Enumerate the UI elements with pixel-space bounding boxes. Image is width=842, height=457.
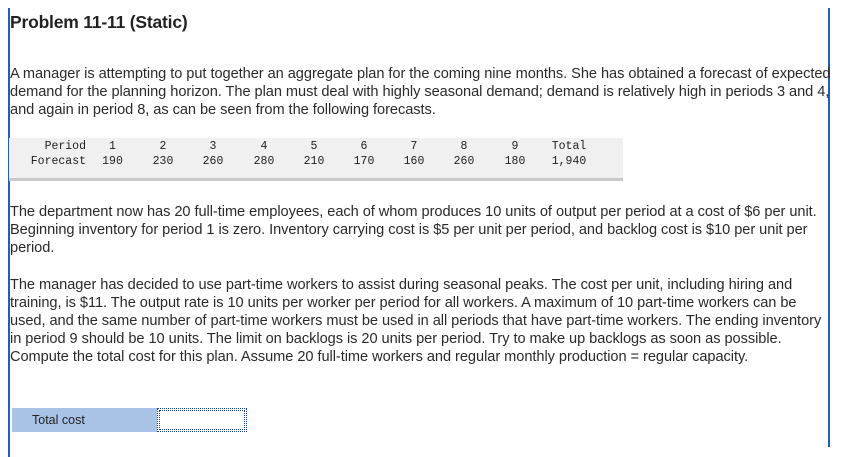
forecast-cell: 160 (403, 155, 425, 168)
period-cell: 9 (511, 140, 519, 153)
forecast-cell: 260 (453, 155, 475, 168)
forecast-cell: 210 (303, 155, 325, 168)
part-time-paragraph: The manager has decided to use part-time workers to assist during seasonal peaks. The cost per unit, including hiring and training, is $11. The output rate is 10 units per worker per period for all workers. A maximum of 10 part-time workers can be used, and the same number of part-time workers must be used in all periods that have part-time workers. The ending inventory in period 9 should be 10 units. The limit on backlogs is 20 units per period. Try to make up backlogs as soon as possible. Compute the total cost for this plan. Assume 20 full-time workers and regular monthly production = regular capacity. (10, 277, 822, 365)
period-cell: 6 (360, 140, 368, 153)
period-cell: 4 (260, 140, 268, 153)
forecast-cell: 190 (102, 155, 123, 168)
period-row-label: Period (44, 140, 86, 153)
problem-title: Problem 11-11 (Static) (10, 12, 188, 32)
total-header-cell: Total (551, 140, 587, 153)
period-cell: 1 (109, 140, 116, 153)
period-row (9, 138, 597, 154)
total-cost-label: Total cost (12, 408, 157, 432)
total-cost-answer-row (12, 408, 247, 432)
period-cell: 3 (209, 140, 217, 153)
total-cost-input[interactable] (157, 408, 247, 432)
forecast-table (9, 138, 623, 181)
department-paragraph: The department now has 20 full-time employees, each of whom produces 10 units of output per period at a cost of $6 per unit. Beginning inventory for period 1 is zero. Inventory carrying cost is $5 per unit per period, and backlog cost is $10 per unit per period. (10, 204, 817, 256)
forecast-total-cell: 1,940 (551, 155, 587, 168)
forecast-cell: 280 (253, 155, 275, 168)
period-cell: 5 (310, 140, 318, 153)
problem-intro-paragraph: A manager is attempting to put together an aggregate plan for the coming nine months. She has obtained a forecast of expected demand for the planning horizon. The plan must deal with highly seasonal demand; demand is relatively high in periods 3 and 4, and again in period 8, as can be seen from the following forecasts. (10, 66, 831, 118)
period-cell: 7 (410, 140, 418, 153)
forecast-row-label: Forecast (30, 155, 86, 168)
period-cell: 8 (460, 140, 468, 153)
period-cell: 2 (159, 140, 167, 153)
forecast-row (9, 154, 597, 169)
forecast-cell: 180 (504, 155, 526, 168)
forecast-cell: 260 (202, 155, 224, 168)
forecast-cell: 230 (152, 155, 174, 168)
forecast-cell: 170 (353, 155, 375, 168)
